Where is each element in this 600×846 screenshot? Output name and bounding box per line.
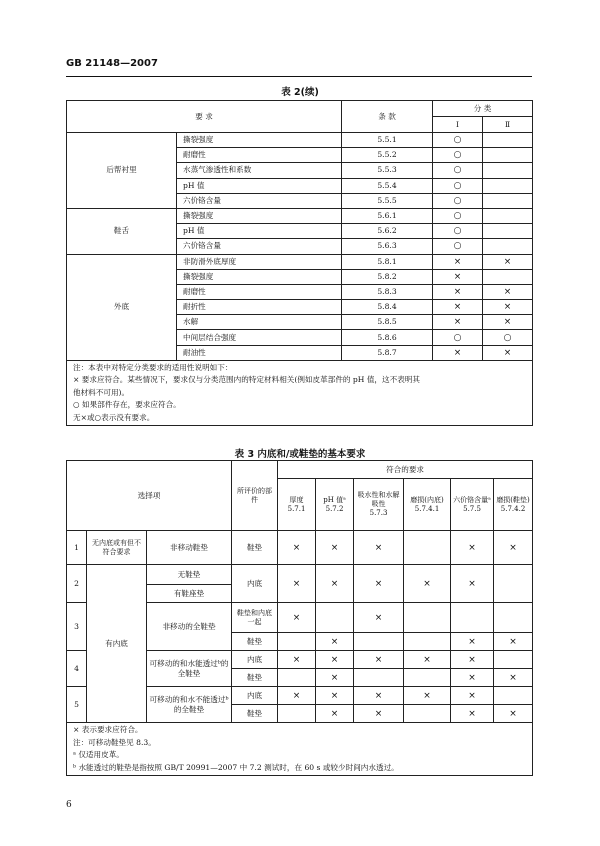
t2-cat2-mark: × [483,254,533,269]
t3-row-num: 4 [67,651,87,687]
t3-sub-option: 无鞋垫 [147,565,232,585]
t2-part: 鞋舌 [67,208,177,254]
t2-header-cat1: Ⅰ [433,117,483,133]
t3-mark: × [451,651,494,669]
t2-item: pH 值 [177,224,342,239]
t3-col-header [278,479,316,531]
t3-col-clause: 5.7.4.1 [414,504,440,513]
t3-mark [404,633,451,651]
t2-note-line: 注：本表中对特定分类要求的适用性说明如下： [73,362,233,372]
t3-part: 内底 [232,651,278,669]
t2-header-category: 分 类 [433,101,533,117]
t2-cat2-mark: × [483,345,533,360]
t3-note-line: ᵇ 水能透过的鞋垫是指按照 GB/T 20991—2007 中 7.2 测试时，在 60 s 或较少时间内水透过。 [73,762,399,772]
t3-mark [404,531,451,565]
t3-mark [494,687,533,705]
t3-mark: × [316,669,354,687]
table-row [67,133,533,148]
t3-mark: × [316,687,354,705]
t3-mark: × [494,705,533,723]
t3-mark [404,705,451,723]
t2-cat1-mark: ○ [433,193,483,208]
t2-cat2-mark [483,163,533,178]
t2-cat2-mark: ○ [483,330,533,345]
t2-clause: 5.8.4 [342,300,433,315]
t3-option: 无内底或有但不符合要求 [87,531,147,565]
t3-mark [278,633,316,651]
t3-mark: × [404,565,451,603]
t2-cat1-mark: × [433,345,483,360]
t2-cat2-mark [483,133,533,148]
t3-mark: × [494,531,533,565]
t3-mark: × [404,687,451,705]
t3-col-name: 六价铬含量ᵃ [453,495,491,504]
t3-sub-option: 可移动的和水不能透过ᵇ的全鞋垫 [147,687,232,723]
table-row [67,565,533,585]
t3-row-num: 2 [67,565,87,603]
t3-row-num: 3 [67,603,87,651]
t3-mark: × [451,565,494,603]
t2-clause: 5.5.2 [342,148,433,163]
t3-col-clause: 5.7.2 [325,504,344,513]
t3-part: 内底 [232,687,278,705]
table-row [67,254,533,269]
t2-cat1-mark: ○ [433,239,483,254]
t2-item: pH 值 [177,178,342,193]
t3-sub-option: 非移动鞋垫 [147,531,232,565]
t2-item: 耐折性 [177,300,342,315]
t2-part: 外底 [67,254,177,360]
t3-mark: × [278,531,316,565]
t2-item: 中间层结合强度 [177,330,342,345]
t2-cat1-mark: ○ [433,148,483,163]
t3-mark: × [354,603,404,633]
t2-clause: 5.6.2 [342,224,433,239]
t2-clause: 5.6.1 [342,208,433,223]
t3-part: 内底 [232,565,278,603]
t2-cat1-mark: ○ [433,208,483,223]
t2-cat1-mark: × [433,269,483,284]
t2-cat2-mark [483,193,533,208]
t3-notes [67,723,533,776]
t2-cat2-mark [483,148,533,163]
t3-col-clause: 5.7.3 [369,509,388,517]
t3-mark: × [494,633,533,651]
t2-cat2-mark [483,178,533,193]
t2-cat2-mark [483,224,533,239]
t2-cat1-mark: × [433,254,483,269]
t2-cat2-mark: × [483,284,533,299]
t3-mark: × [451,531,494,565]
t2-note-line: 无×或○表示没有要求。 [73,412,155,422]
t3-part: 鞋垫 [232,633,278,651]
t3-mark: × [354,687,404,705]
t3-mark: × [316,705,354,723]
t3-mark [494,651,533,669]
t2-note-line: 他材料不可用)。 [73,387,130,397]
t2-cat2-mark: × [483,315,533,330]
t3-col-header [494,479,533,531]
t2-item: 耐磨性 [177,284,342,299]
table2-caption: 表 2(续) [281,87,319,98]
t3-col-name: 吸水性和水解吸性 [357,491,400,508]
t3-mark: × [404,651,451,669]
t3-mark: × [451,687,494,705]
t3-mark [278,705,316,723]
t3-option: 有内底 [87,565,147,723]
t3-col-name: pH 值ᵃ [323,495,346,504]
t3-mark: × [354,651,404,669]
t3-sub-option: 可移动的和水能透过ᵇ的全鞋垫 [147,651,232,687]
t3-part: 鞋垫 [232,705,278,723]
t3-mark: × [354,531,404,565]
t3-mark: × [316,531,354,565]
table2 [66,100,533,426]
t3-col-header [316,479,354,531]
t2-clause: 5.5.5 [342,193,433,208]
t3-mark: × [278,651,316,669]
t2-item: 耐油性 [177,345,342,360]
t3-mark: × [278,687,316,705]
t2-clause: 5.5.4 [342,178,433,193]
t3-mark [354,633,404,651]
t2-item: 耐磨性 [177,148,342,163]
t2-clause: 5.6.3 [342,239,433,254]
t2-cat1-mark: × [433,284,483,299]
t3-col-clause: 5.7.5 [463,504,481,513]
t2-clause: 5.5.1 [342,133,433,148]
t2-cat2-mark [483,239,533,254]
t3-note-line: ᵃ 仅适用皮革。 [73,750,124,759]
t2-item: 非防滑外底厚度 [177,254,342,269]
t2-cat1-mark: ○ [433,163,483,178]
t3-part: 鞋垫和内底一起 [232,603,278,633]
t3-col-header [451,479,494,531]
t2-cat1-mark: × [433,315,483,330]
t2-clause: 5.8.5 [342,315,433,330]
table-row [67,531,533,565]
t2-cat1-mark: ○ [433,330,483,345]
t3-header-options: 选择项 [67,461,232,531]
t2-header-clause: 条 款 [342,101,433,133]
t3-mark [404,669,451,687]
t3-mark: × [316,633,354,651]
t3-mark: × [494,669,533,687]
t2-clause: 5.8.3 [342,284,433,299]
t2-clause: 5.5.3 [342,163,433,178]
t2-header-cat2: Ⅱ [483,117,533,133]
t3-mark [354,669,404,687]
t2-cat1-mark: ○ [433,224,483,239]
t3-col-header [404,479,451,531]
t2-item: 撕裂强度 [177,208,342,223]
t3-mark: × [451,705,494,723]
t3-header-part: 所评价的部件 [232,461,278,531]
standard-number: GB 21148—2007 [66,58,158,69]
t2-item: 六价铬含量 [177,239,342,254]
t3-col-name: 厚度 [289,495,304,504]
t3-header-conform: 符合的要求 [278,461,533,479]
t2-notes [67,360,533,426]
page-number: 6 [66,800,72,810]
t3-col-name: 磨损(内底) [410,495,444,504]
t3-mark [316,603,354,633]
t3-sub-option: 非移动的全鞋垫 [147,603,232,651]
t2-clause: 5.8.2 [342,269,433,284]
table3 [66,460,533,776]
t2-item: 撕裂强度 [177,269,342,284]
t3-mark: × [451,633,494,651]
t3-note-line: 注：可移动鞋垫见 8.3。 [73,737,156,747]
t3-row-num: 5 [67,687,87,723]
t2-cat1-mark: × [433,300,483,315]
t2-item: 撕裂强度 [177,133,342,148]
t2-cat2-mark [483,208,533,223]
t3-col-header [354,479,404,531]
t2-header-requirement: 要 求 [67,101,342,133]
t3-col-clause: 5.7.4.2 [500,504,526,513]
t2-cat1-mark: ○ [433,133,483,148]
header-rule [66,76,532,77]
t3-mark: × [354,705,404,723]
t3-row-num: 1 [67,531,87,565]
t3-mark: × [354,565,404,603]
t2-note-line: ○ 如果部件存在，要求应符合。 [73,400,181,410]
t2-item: 水蒸气渗透性和系数 [177,163,342,178]
t3-mark [451,603,494,633]
t3-mark [278,669,316,687]
t2-part: 后帮衬里 [67,133,177,209]
t3-mark: × [316,565,354,603]
t2-item: 六价铬含量 [177,193,342,208]
t3-mark [494,603,533,633]
t2-item: 水解 [177,315,342,330]
t3-mark: × [451,669,494,687]
t2-cat2-mark: × [483,300,533,315]
t3-mark: × [316,651,354,669]
t2-clause: 5.8.6 [342,330,433,345]
t3-note-line: × 表示要求应符合。 [73,725,143,734]
t3-sub-option: 有鞋座垫 [147,585,232,603]
t2-note-line: × 要求应符合。某些情况下，要求仅与分类范围内的特定材料相关(例如皮革部件的 pH 值，这不表明其 [73,375,420,385]
table-row [67,208,533,223]
t2-cat2-mark [483,269,533,284]
t3-mark [404,603,451,633]
t3-mark: × [278,565,316,603]
t3-part: 鞋垫 [232,531,278,565]
t3-col-name: 磨损(鞋垫) [496,495,530,504]
table3-caption: 表 3 内底和/或鞋垫的基本要求 [234,449,366,460]
t3-part: 鞋垫 [232,669,278,687]
t2-clause: 5.8.7 [342,345,433,360]
t3-mark: × [278,603,316,633]
t3-mark [494,565,533,603]
t2-cat1-mark: ○ [433,178,483,193]
t3-col-clause: 5.7.1 [287,504,306,513]
t2-clause: 5.8.1 [342,254,433,269]
